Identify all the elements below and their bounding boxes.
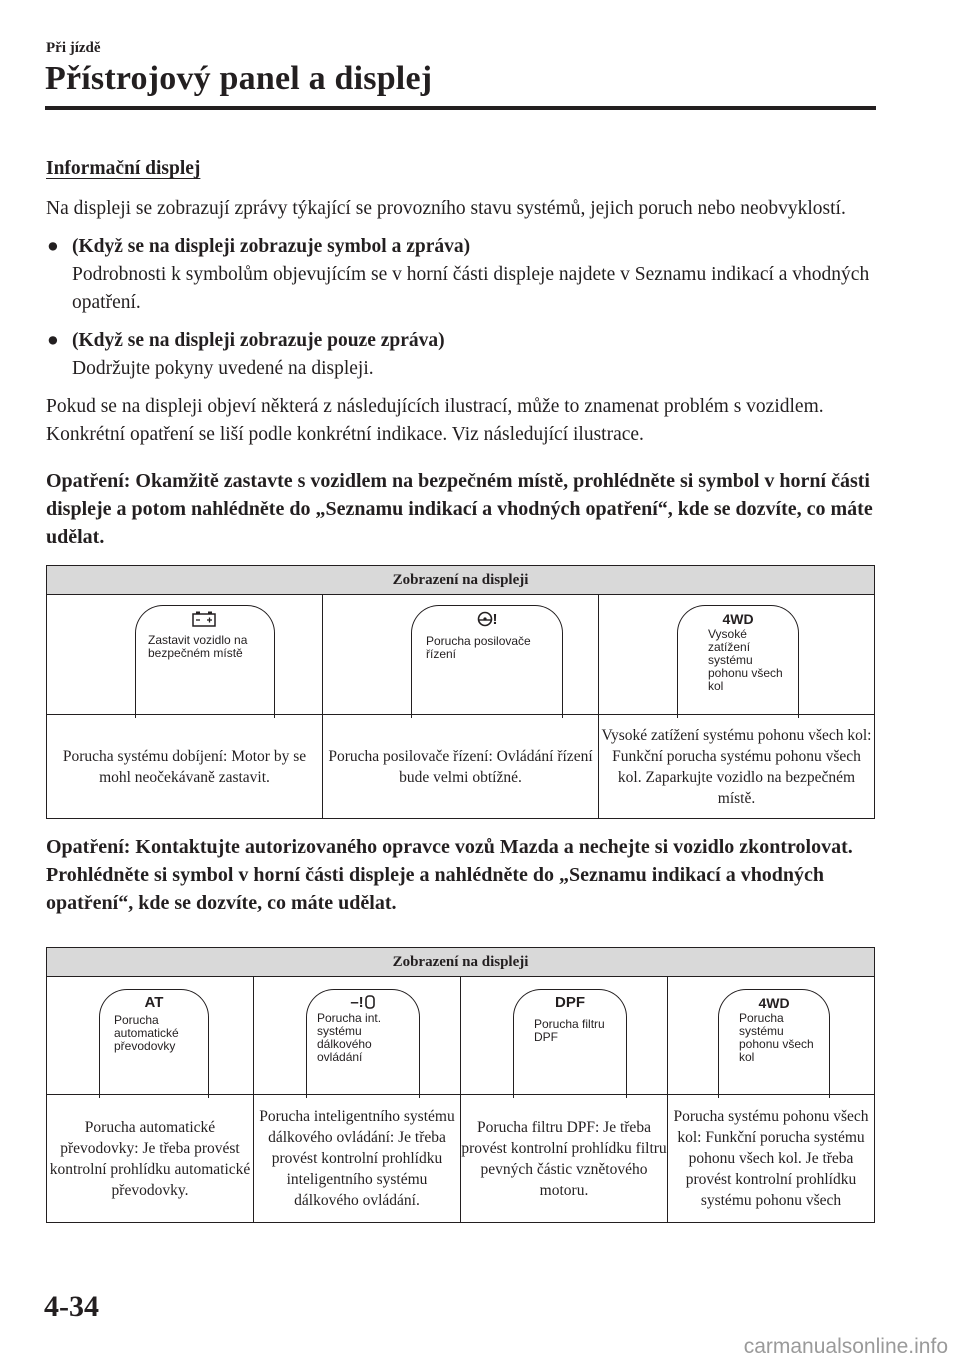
section-label: Při jízdě bbox=[46, 40, 101, 56]
at-icon: AT bbox=[144, 994, 164, 1011]
display-message: Vysoké zatížení systému pohonu všech kol bbox=[708, 627, 783, 693]
4wd-icon: 4WD bbox=[758, 995, 790, 1011]
display-frame bbox=[513, 989, 627, 1098]
bullet-item bbox=[46, 233, 881, 317]
display-illustration bbox=[599, 595, 875, 715]
display-message: Zastavit vozidlo na bezpečném místě bbox=[148, 633, 248, 660]
display-frame bbox=[677, 605, 799, 718]
bullet-icon: ● bbox=[47, 236, 59, 257]
power-steering-warning-icon: ! bbox=[412, 611, 562, 628]
action-heading-contact: Opatření: Kontaktujte autorizovaného opravce vozů Mazda a nechejte si vozidlo zkontrolovat. Prohlédněte si symbol v horní části displeje a nahlédněte do „Seznamu indikací a vhodných opatření“, kde se dozvíte, co máte udělat. bbox=[46, 836, 853, 914]
battery-icon bbox=[191, 611, 217, 627]
table-cell: Porucha systému pohonu všech kol: Funkční porucha systému pohonu všech kol. Je třeba provést kontrolní prohlídku systému pohonu všech bbox=[668, 1095, 875, 1223]
key-warning-icon: –! bbox=[307, 995, 419, 1011]
bullet-item bbox=[46, 327, 881, 383]
display-table-contact bbox=[46, 947, 875, 1223]
watermark: carmanualsonline.info bbox=[743, 1335, 948, 1358]
table-header: Zobrazení na displeji bbox=[47, 566, 875, 595]
display-illustration bbox=[461, 977, 668, 1095]
table-cell: Porucha automatické převodovky: Je třeba provést kontrolní prohlídku automatické převodovky. bbox=[47, 1095, 254, 1223]
display-frame bbox=[306, 989, 420, 1098]
table-cell: Porucha filtru DPF: Je třeba provést kontrolní prohlídku filtru pevných částic vznětového motoru. bbox=[461, 1095, 668, 1223]
display-frame bbox=[411, 605, 563, 718]
bullet-heading: (Když se na displeji zobrazuje pouze zpráva) bbox=[72, 330, 445, 351]
action-heading-stop: Opatření: Okamžitě zastavte s vozidlem na bezpečném místě, prohlédněte si symbol v horní části displeje a potom nahlédněte do „Seznamu indikací a vhodných opatření“, kde se dozvíte, co máte udělat. bbox=[46, 470, 873, 548]
display-message: Porucha automatické převodovky bbox=[114, 1013, 179, 1053]
display-illustration bbox=[323, 595, 599, 715]
bullet-heading: (Když se na displeji zobrazuje symbol a zpráva) bbox=[72, 236, 471, 257]
page-content bbox=[46, 155, 881, 1223]
table-cell: Porucha posilovače řízení: Ovládání řízení bude velmi obtížné. bbox=[323, 715, 599, 819]
table-header: Zobrazení na displeji bbox=[47, 948, 875, 977]
page-number: 4-34 bbox=[44, 1290, 99, 1323]
display-frame bbox=[99, 989, 209, 1098]
subheading: Informační displej bbox=[46, 158, 201, 179]
display-illustration bbox=[254, 977, 461, 1095]
note-paragraph: Pokud se na displeji objeví některá z následujících ilustrací, může to znamenat problém s vozidlem. Konkrétní opatření se liší podle konkrétní indikace. Viz následující ilustrace. bbox=[46, 396, 824, 445]
title-divider bbox=[45, 106, 876, 110]
bullet-icon: ● bbox=[47, 330, 59, 351]
bullet-text: Dodržujte pokyny uvedené na displeji. bbox=[72, 358, 374, 379]
bullet-text: Podrobnosti k symbolům objevujícím se v horní části displeje najdete v Seznamu indikací a vhodných opatření. bbox=[72, 264, 870, 313]
display-illustration bbox=[47, 977, 254, 1095]
dpf-icon: DPF bbox=[555, 994, 585, 1011]
display-message: Porucha int. systému dálkového ovládání bbox=[317, 1011, 382, 1064]
display-illustration bbox=[47, 595, 323, 715]
display-message: Porucha posilovače řízení bbox=[426, 634, 531, 661]
display-illustration bbox=[668, 977, 875, 1095]
display-frame bbox=[135, 605, 275, 718]
intro-paragraph: Na displeji se zobrazují zprávy týkající se provozního stavu systémů, jejich poruch nebo neobvyklostí. bbox=[46, 198, 846, 219]
4wd-icon: 4WD bbox=[722, 611, 754, 627]
page-title: Přístrojový panel a displej bbox=[45, 60, 433, 97]
display-message: Porucha systému pohonu všech kol bbox=[739, 1011, 814, 1064]
table-cell: Vysoké zatížení systému pohonu všech kol: Funkční porucha systému pohonu všech kol. Zaparkujte vozidlo na bezpečném místě. bbox=[599, 715, 875, 819]
display-table-stop bbox=[46, 565, 875, 819]
table-cell: Porucha systému dobíjení: Motor by se mohl neočekávaně zastavit. bbox=[47, 715, 323, 819]
table-cell: Porucha inteligentního systému dálkového ovládání: Je třeba provést kontrolní prohlídku inteligentního systému dálkového ovládání. bbox=[254, 1095, 461, 1223]
display-message: Porucha filtru DPF bbox=[534, 1017, 605, 1044]
display-frame bbox=[718, 989, 830, 1098]
